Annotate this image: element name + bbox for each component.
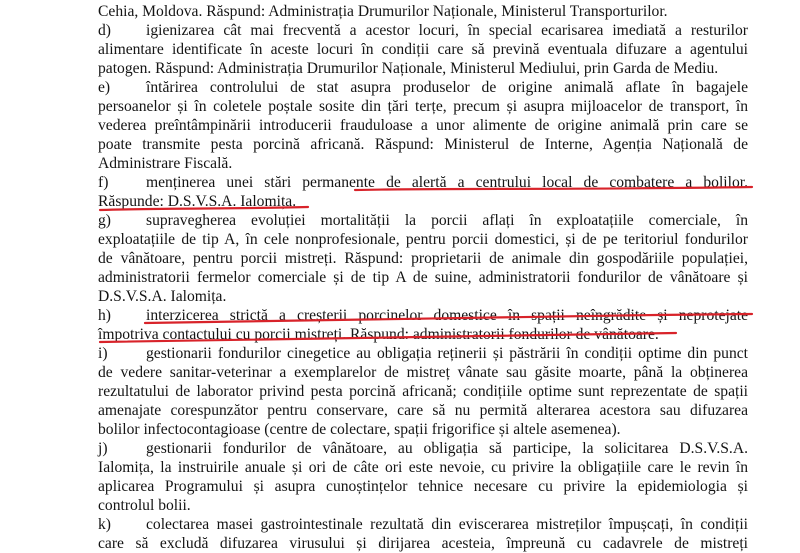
item-marker-j: j): [98, 440, 108, 457]
text-line: care să excludă difuzarea virusului și dirijarea acesteia, împreună cu cadavrele de mistreți: [98, 535, 748, 552]
text-line: D.S.V.S.A. Ialomița.: [98, 288, 227, 305]
text-line: Administrare Fiscală.: [98, 155, 233, 172]
text-line: gestionarii fondurilor cinegetice au obligația reținerii și păstrării în condiții optime din punct: [146, 345, 748, 362]
item-marker-d: d): [98, 22, 111, 39]
text-line: de vedere sanitar-veterinar a exemplarelor de mistreț vânate sau găsite moarte, până la obținerea: [98, 364, 748, 381]
text-line: patogen. Răspund: Administrația Drumurilor Naționale, Ministerul Mediului, prin Garda de Mediu.: [98, 60, 719, 77]
item-marker-k: k): [98, 516, 111, 533]
text-line: Cehia, Moldova. Răspund: Administrația Drumurilor Naționale, Ministerul Transporturilor.: [98, 3, 668, 20]
text-line: igienizarea cât mai frecventă a acestor locuri, în special ecarisarea imediată a resturilor: [146, 22, 748, 39]
text-line: amenajate corespunzător pentru conservare, care să nu permită alterarea acestora sau difuzarea: [98, 402, 748, 419]
text-line: Răspunde: D.S.V.S.A. Ialomița.: [98, 193, 297, 210]
text-line: aplicarea Programului și asupra cunoștințelor tehnice necesare cu privire la epidemiologia și: [98, 478, 748, 495]
text-line: controlul bolii.: [98, 497, 191, 514]
text-line: poate transmite pesta porcină africană. Răspund: Ministerul de Interne, Agenția Națională de: [98, 136, 748, 153]
text-line: supravegherea evoluției mortalității la porcii aflați în exploatațiile comerciale, în: [146, 212, 748, 229]
text-line: întărirea controlului de stat asupra produselor de origine animală aflate în bagajele: [146, 79, 748, 96]
text-line: persoanelor și în coletele poștale sosite din țări terțe, precum și asupra mijloacelor de transport, în: [98, 98, 748, 115]
text-line: alimentare identificate în aceste locuri în condiții care să prevină eventuala difuzare a agentului: [98, 41, 748, 58]
item-marker-f: f): [98, 174, 109, 191]
text-line: gestionarii fondurilor de vânătoare, au obligația să participe, la solicitarea D.S.V.S.A.: [146, 440, 748, 457]
text-line: vederea preîntâmpinării introducerii frauduloase a unor alimente de origine animală prin care se: [98, 117, 748, 134]
text-line: interzicerea strictă a creșterii porcinelor domestice în spații neîngrădite și neprotejate: [146, 307, 748, 324]
item-marker-e: e): [98, 79, 111, 96]
text-line: administratorii fermelor comerciale și de tip A de suine, administratorii fondurilor de vânătoare și: [98, 269, 748, 286]
text-line: exploatațiile de tip A, în cele nonprofesionale, pentru porcii domestici, și de pe teritoriul fondurilor: [98, 231, 748, 248]
item-marker-i: i): [98, 345, 108, 362]
text-line: rezultatului de laborator privind pesta porcină africană; condițiile optime sunt reprezentate de spații: [98, 383, 748, 400]
text-line: de vânătoare, pentru porcii mistreți. Răspund: proprietarii de animale din gospodăriile populației,: [98, 250, 748, 267]
text-line: împotriva contactului cu porcii mistreți. Răspund: administratorii fondurilor de vânătoare.: [98, 326, 659, 343]
text-line: colectarea masei gastrointestinale rezultată din eviscerarea mistreților împușcați, în condiții: [146, 516, 748, 533]
text-line: bolilor infectocontagioase (centre de colectare, spații frigorifice și altele asemenea).: [98, 421, 621, 438]
text-line: Ialomița, la instruirile anuale și ori de câte ori este nevoie, cu privire la obligațiile care le revin în: [98, 459, 748, 476]
item-marker-h: h): [98, 307, 111, 324]
item-marker-g: g): [98, 212, 111, 229]
text-line: menținerea unei stări permanente de alertă a centrului local de combatere a bolilor.: [146, 174, 748, 191]
